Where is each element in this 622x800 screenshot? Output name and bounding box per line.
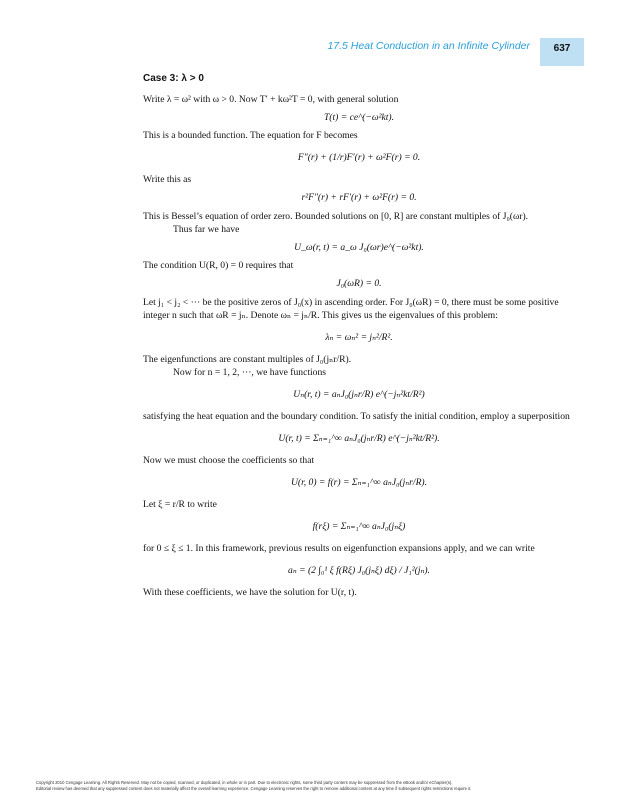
- equation: F″(r) + (1/r)F′(r) + ω²F(r) = 0.: [297, 152, 421, 163]
- paragraph: Thus far we have: [173, 224, 240, 235]
- equation: r²F″(r) + rF′(r) + ω²F(r) = 0.: [301, 192, 417, 203]
- equation: U_ω(r, t) = a_ω J₀(ωr)e^(−ω²kt).: [294, 242, 424, 253]
- equation: T(t) = ce^(−ω²kt).: [323, 112, 395, 123]
- paragraph: This is Bessel’s equation of order zero. Bounded solutions on [0, R] are constant multiples of J₀(ωr).: [143, 211, 529, 222]
- equation: U(r, t) = Σₙ₌₁^∞ aₙJ₀(jₙr/R) e^(−jₙ²kt/R²).: [278, 433, 440, 444]
- paragraph: This is a bounded function. The equation for F becomes: [143, 130, 358, 141]
- copyright-footer: [36, 780, 596, 792]
- equation: J₀(ωR) = 0.: [336, 278, 382, 289]
- paragraph: Let j₁ < j₂ < ··· be the positive zeros of J₀(x) in ascending order. For J₀(ωR) = 0, there must be some positive integer n such that ωR = jₙ. Denote ωₙ = jₙ/R. This gives us the eigenvalues of this problem:: [143, 297, 559, 321]
- equation: aₙ = (2 ∫₀¹ ξ f(Rξ) J₀(jₙξ) dξ) / J₁²(jₙ).: [288, 565, 430, 576]
- paragraph: With these coefficients, we have the solution for U(r, t).: [143, 587, 357, 598]
- page-header: [0, 38, 622, 60]
- paragraph: Write λ = ω² with ω > 0. Now T′ + kω²T = 0, with general solution: [143, 94, 399, 105]
- page-body: [143, 72, 575, 599]
- footer-line: Copyright 2010 Cengage Learning. All Rights Reserved. May not be copied, scanned, or duplicated, in whole or in part. Due to electronic rights, some third party content may be suppressed from the eBook and/or eChapter(s).: [36, 780, 453, 785]
- equation: λₙ = ωₙ² = jₙ²/R².: [325, 332, 393, 343]
- paragraph: satisfying the heat equation and the boundary condition. To satisfy the initial condition, employ a superposition: [143, 411, 570, 422]
- running-title: 17.5 Heat Conduction in an Infinite Cylinder: [327, 40, 530, 52]
- paragraph: Write this as: [143, 174, 192, 185]
- case-heading: Case 3: λ > 0: [143, 73, 204, 84]
- page-number: 637: [540, 38, 584, 66]
- footer-line: Editorial review has deemed that any suppressed content does not materially affect the overall learning experience. Cengage Learning reserves the right to remove additional content at any time if subsequent rights restrictions require it.: [36, 786, 472, 791]
- paragraph: Now we must choose the coefficients so that: [143, 455, 315, 466]
- equation: f(rξ) = Σₙ₌₁^∞ aₙJ₀(jₙξ): [312, 521, 406, 532]
- equation: U(r, 0) = f(r) = Σₙ₌₁^∞ aₙJ₀(jₙr/R).: [290, 477, 428, 488]
- paragraph: for 0 ≤ ξ ≤ 1. In this framework, previous results on eigenfunction expansions apply, and we can write: [143, 543, 535, 554]
- paragraph: Now for n = 1, 2, ···, we have functions: [173, 367, 327, 378]
- paragraph: The condition U(R, 0) = 0 requires that: [143, 260, 294, 271]
- paragraph: The eigenfunctions are constant multiples of J₀(jₙr/R).: [143, 354, 352, 365]
- equation: Uₙ(r, t) = aₙJ₀(jₙr/R) e^(−jₙ²kt/R²): [293, 389, 425, 400]
- paragraph: Let ξ = r/R to write: [143, 499, 217, 510]
